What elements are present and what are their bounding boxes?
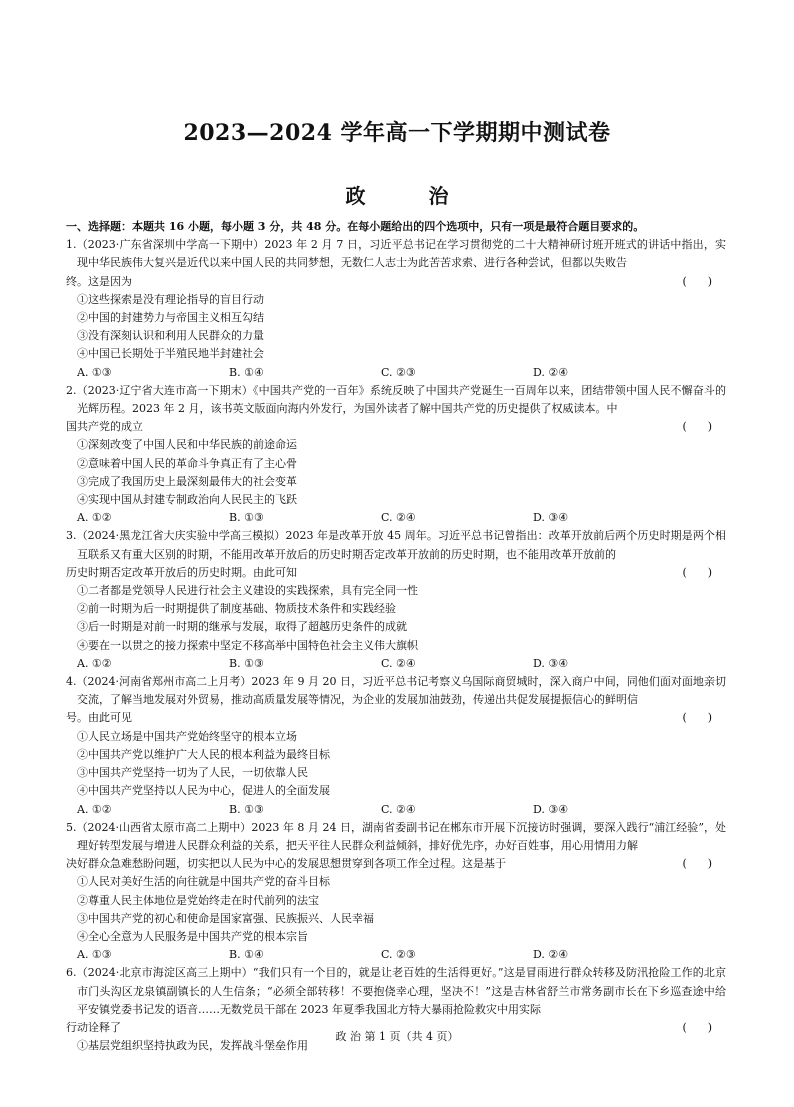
answer-paren: ( )	[682, 274, 712, 288]
answer-choices	[66, 801, 726, 819]
statement-option: ④实现中国从封建专制政治向人民民主的飞跃	[77, 493, 297, 507]
answer-choices	[66, 655, 726, 673]
exam-content	[66, 218, 726, 1055]
section-instructions: 一、选择题：本题共 16 小题，每小题 3 分，共 48 分。在每小题给出的四个选项中，只有一项是最符合题目要求的。	[66, 220, 645, 233]
statement-option: ②意味着中国人民的革命斗争真正有了主心骨	[77, 456, 297, 470]
question-text-tail: 国共产党的成立	[66, 420, 143, 434]
question-stem	[66, 964, 726, 1037]
statement-option: ③没有深刻认识和利用人民群众的力量	[77, 329, 264, 343]
question-stem	[66, 527, 726, 582]
answer-choice: D. ③④	[533, 511, 569, 525]
answer-paren: ( )	[682, 420, 712, 434]
answer-choice: A. ①②	[77, 656, 112, 670]
question-block	[66, 382, 726, 528]
answer-choice: B. ①③	[229, 802, 264, 816]
answer-choice: D. ③④	[533, 802, 569, 816]
answer-choices	[66, 946, 726, 964]
statement-option: ②尊重人民主体地位是党始终走在时代前列的法宝	[77, 893, 319, 907]
question-text-tail: 号。由此可见	[66, 711, 132, 725]
question-text: 3.（2024·黑龙江省大庆实验中学高三模拟）2023 年是改革开放 45 周年。习近平总书记曾指出：改革开放前后两个历史时期是两个相互联系又有重大区别的时期，不能用改革开放后的历史时期否定改革开放前的历史时期，也不能用改革开放前的	[66, 529, 726, 561]
answer-choices	[66, 509, 726, 527]
statement-option: ③后一时期是对前一时期的继承与发展，取得了超越历史条件的成就	[77, 620, 407, 634]
answer-choice: D. ③④	[533, 656, 569, 670]
statement-option: ②中国共产党以维护广大人民的根本利益为最终目标	[77, 747, 330, 761]
question-block	[66, 673, 726, 819]
question-text-tail: 决好群众急难愁盼问题，切实把以人民为中心的发展思想贯穿到各项工作全过程。这是基于	[66, 857, 506, 871]
question-block	[66, 527, 726, 673]
question-text: 4.（2024·河南省郑州市高二上月考）2023 年 9 月 20 日，习近平总书记考察义乌国际商贸城时，深入商户中间，同他们面对面地亲切交流，了解当地发展对外贸易，推动高质量发展等情况，为企业的发展加油鼓劲，传递出共促发展提振信心的鲜明信	[66, 675, 726, 707]
statement-option: ①这些探索是没有理论指导的盲目行动	[77, 292, 264, 306]
question-text-tail: 终。这是因为	[66, 274, 132, 288]
statement-option: ①人民立场是中国共产党始终坚守的根本立场	[77, 729, 297, 743]
statement-option: ①基层党组织坚持执政为民，发挥战斗堡垒作用	[77, 1039, 308, 1053]
answer-choice: B. ①③	[229, 511, 264, 525]
statement-option: ①二者都是党领导人民进行社会主义建设的实践探索，具有完全同一性	[77, 584, 418, 598]
question-stem	[66, 819, 726, 874]
answer-choice: C. ②④	[381, 802, 416, 816]
question-stem	[66, 382, 726, 437]
answer-choice: B. ①③	[229, 656, 264, 670]
statement-option: ④要在一以贯之的接力探索中坚定不移高举中国特色社会主义伟大旗帜	[77, 638, 418, 652]
statement-option: ③完成了我国历史上最深刻最伟大的社会变革	[77, 474, 297, 488]
statement-option: ③中国共产党坚持一切为了人民，一切依靠人民	[77, 766, 308, 780]
answer-choices	[66, 364, 726, 382]
statement-option: ①人民对美好生活的向往就是中国共产党的奋斗目标	[77, 875, 330, 889]
question-text: 6.（2024·北京市海淀区高三上期中）“我们只有一个目的，就是让老百姓的生活得更好。”这是冒雨进行群众转移及防汛抢险工作的北京市门头沟区龙泉镇副镇长的人生信条；“必须全部转移！不要抱侥幸心理，坚决不！”这是吉林省舒兰市常务副市长在下乡巡查途中给平安镇党委书记发的语音……无数党员干部在 2023 年夏季我国北方特大暴雨抢险救灾中用实际	[66, 966, 726, 1016]
exam-title: 2023—2024 学年高一下学期期中测试卷	[183, 120, 611, 146]
statement-option: ③中国共产党的初心和使命是国家富强、民族振兴、人民幸福	[77, 911, 374, 925]
answer-paren: ( )	[682, 711, 712, 725]
answer-choice: C. ②④	[381, 656, 416, 670]
answer-paren: ( )	[682, 565, 712, 579]
question-stem	[66, 236, 726, 291]
page-footer: 政 治 第 1 页（共 4 页）	[335, 1030, 459, 1043]
statement-option: ②中国的封建势力与帝国主义相互勾结	[77, 311, 264, 325]
question-text: 1.（2023·广东省深圳中学高一下期中）2023 年 2 月 7 日，习近平总书记在学习贯彻党的二十大精神研讨班开班式的讲话中指出，实现中华民族伟大复兴是近代以来中国人民的共同梦想，无数仁人志士为此苦苦求索、进行各种尝试，但都以失败告	[66, 238, 726, 270]
question-block	[66, 819, 726, 965]
statement-option: ④全心全意为人民服务是中国共产党的根本宗旨	[77, 929, 308, 943]
statement-option: ①深刻改变了中国人民和中华民族的前途命运	[77, 438, 297, 452]
answer-choice: C. ②④	[381, 511, 416, 525]
answer-choice: C. ②③	[381, 365, 416, 379]
answer-choice: D. ②④	[533, 948, 569, 962]
answer-choice: A. ①②	[77, 802, 112, 816]
answer-paren: ( )	[682, 857, 712, 871]
answer-paren: ( )	[682, 1020, 712, 1034]
question-text: 2.（2023·辽宁省大连市高一下期末）《中国共产党的一百年》系统反映了中国共产党诞生一百周年以来，团结带领中国人民不懈奋斗的光辉历程。2023 年 2 月，该书英文版面向海内外发行，为国外读者了解中国共产党的历史提供了权威读本。中	[66, 383, 726, 416]
answer-choice: B. ①④	[229, 948, 264, 962]
question-block	[66, 236, 726, 382]
statement-option: ④中国共产党坚持以人民为中心，促进人的全面发展	[77, 784, 330, 798]
question-text: 5.（2024·山西省太原市高二上期中）2023 年 8 月 24 日，湖南省委副书记在郴东市开展下沉接访时强调，要深入践行“浦江经验”，处理好转型发展与增进人民群众利益的关系，把天平往人民群众利益倾斜，排好优先序，办好百姓事，用心用情用力解	[66, 820, 726, 852]
statement-option: ②前一时期为后一时期提供了制度基础、物质技术条件和实践经验	[77, 602, 396, 616]
answer-choice: A. ①③	[77, 365, 112, 379]
question-text-tail: 行动诠释了	[66, 1020, 121, 1034]
question-stem	[66, 673, 726, 728]
subject-heading: 政 治	[345, 184, 477, 208]
answer-choice: D. ②④	[533, 365, 569, 379]
answer-choice: A. ①②	[77, 511, 112, 525]
question-list	[66, 236, 726, 1055]
answer-choice: B. ①④	[229, 365, 264, 379]
answer-choice: A. ①③	[77, 948, 112, 962]
statement-option: ④中国已长期处于半殖民地半封建社会	[77, 347, 264, 361]
answer-choice: C. ②③	[381, 948, 416, 962]
question-text-tail: 历史时期否定改革开放后的历史时期。由此可知	[66, 565, 297, 579]
